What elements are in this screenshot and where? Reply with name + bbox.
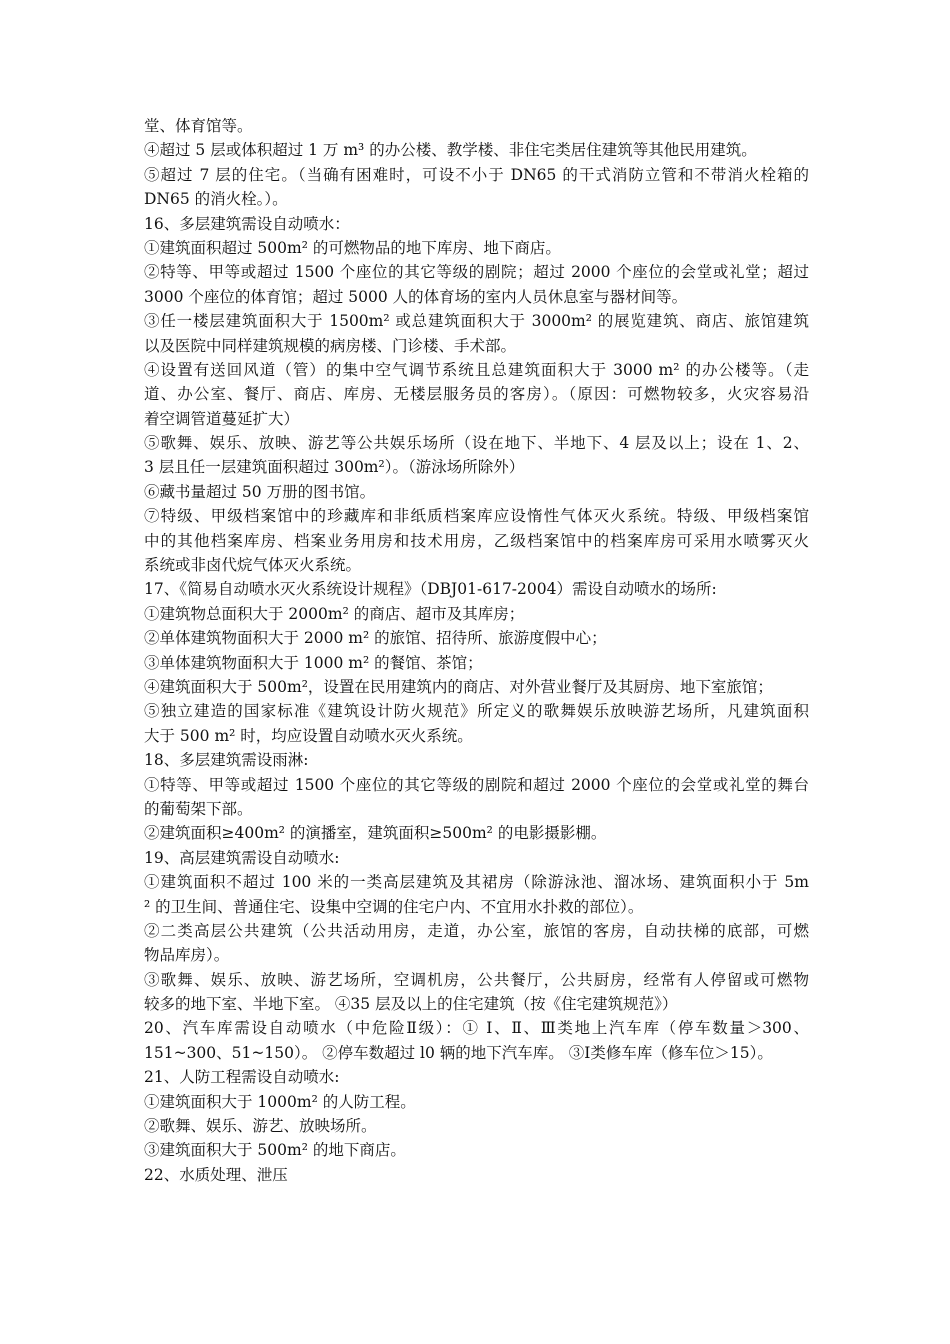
text-line: 16、多层建筑需设自动喷水： bbox=[144, 214, 350, 233]
text-line: ⑦特级、甲级档案馆中的珍藏库和非纸质档案库应设惰性气体灭火系统。特级、甲级档案馆 bbox=[144, 507, 809, 526]
text-line: 的葡萄架下部。 bbox=[144, 799, 253, 818]
text-line: ④建筑面积大于 500m²，设置在民用建筑内的商店、对外营业餐厅及其厨房、地下室旅馆； bbox=[144, 677, 773, 696]
text-line: ②歌舞、娱乐、游艺、放映场所。 bbox=[144, 1117, 377, 1136]
text-line: 22、水质处理、泄压 bbox=[144, 1165, 288, 1184]
text-line: 大于 500 m² 时，均应设置自动喷水灭火系统。 bbox=[144, 726, 473, 745]
text-line: 3000 个座位的体育馆；超过 5000 人的体育场的室内人员休息室与器材间等。 bbox=[144, 287, 688, 306]
text-line: ⑤独立建造的国家标准《建筑设计防火规范》所定义的歌舞娱乐放映游艺场所，凡建筑面积 bbox=[144, 702, 809, 721]
text-line: 着空调管道蔓延扩大） bbox=[144, 409, 300, 428]
text-line: ②二类高层公共建筑（公共活动用房，走道，办公室，旅馆的客房，自动扶梯的底部，可燃 bbox=[144, 921, 809, 940]
text-line: ②建筑面积≥400m² 的演播室，建筑面积≥500m² 的电影摄影棚。 bbox=[144, 824, 607, 843]
document-body bbox=[144, 114, 809, 1187]
text-line: ①建筑面积大于 1000m² 的人防工程。 bbox=[144, 1092, 416, 1111]
text-line: ² 的卫生间、普通住宅、设集中空调的住宅户内、不宜用水扑救的部位）。 bbox=[144, 897, 644, 916]
text-line: 19、高层建筑需设自动喷水: bbox=[144, 848, 340, 867]
text-line: ⑤歌舞、娱乐、放映、游艺等公共娱乐场所（设在地下、半地下、4 层及以上；设在 1、2、 bbox=[144, 434, 809, 453]
text-line: 17、《简易自动喷水灭火系统设计规程》（DBJ01-617-2004）需设自动喷水的场所: bbox=[144, 580, 717, 599]
text-line: ①建筑物总面积大于 2000m² 的商店、超市及其库房； bbox=[144, 604, 525, 623]
text-line: ⑥藏书量超过 50 万册的图书馆。 bbox=[144, 482, 376, 501]
text-line: 系统或非卤代烷气体灭火系统。 bbox=[144, 556, 362, 575]
text-line: 151~300、51~150）。 ②停车数超过 l0 辆的地下汽车库。 ③Ⅰ类修车库（修车位＞15）。 bbox=[144, 1043, 773, 1062]
text-line: ①建筑面积超过 500m² 的可燃物品的地下库房、地下商店。 bbox=[144, 238, 561, 257]
text-line: 18、多层建筑需设雨淋: bbox=[144, 751, 309, 770]
text-line: 较多的地下室、半地下室。 ④35 层及以上的住宅建筑（按《住宅建筑规范》） bbox=[144, 995, 678, 1014]
text-line: 中的其他档案库房、档案业务用房和技术用房，乙级档案馆中的档案库房可采用水喷雾灭火 bbox=[144, 531, 809, 550]
text-line: ③单体建筑物面积大于 1000 m² 的餐馆、茶馆； bbox=[144, 653, 483, 672]
text-line: ②特等、甲等或超过 1500 个座位的其它等级的剧院；超过 2000 个座位的会堂或礼堂；超过 bbox=[144, 263, 809, 282]
text-line: 物品库房）。 bbox=[144, 946, 230, 965]
text-line: ①特等、甲等或超过 1500 个座位的其它等级的剧院和超过 2000 个座位的会堂或礼堂的舞台 bbox=[144, 775, 809, 794]
text-line: ⑤超过 7 层的住宅。（当确有困难时，可设不小于 DN65 的干式消防立管和不带消火栓箱的 bbox=[144, 165, 809, 184]
text-line: 堂、体育馆等。 bbox=[144, 117, 253, 135]
text-line: ④设置有送回风道（管）的集中空气调节系统且总建筑面积大于 3000 m² 的办公楼等。（走 bbox=[144, 360, 809, 379]
text-line: 21、人防工程需设自动喷水: bbox=[144, 1068, 340, 1087]
text-line: 以及医院中同样建筑规模的病房楼、门诊楼、手术部。 bbox=[144, 336, 517, 355]
text-line: 3 层且任一层建筑面积超过 300m²）。（游泳场所除外） bbox=[144, 458, 525, 477]
text-line: ②单体建筑物面积大于 2000 m² 的旅馆、招待所、旅游度假中心； bbox=[144, 629, 607, 648]
text-line: DN65 的消火栓。）。 bbox=[144, 190, 288, 209]
text-line: ③任一楼层建筑面积大于 1500m² 或总建筑面积大于 3000m² 的展览建筑、商店、旅馆建筑 bbox=[144, 312, 809, 331]
text-line: ①建筑面积不超过 100 米的一类高层建筑及其裙房（除游泳池、溜冰场、建筑面积小于 5m bbox=[144, 873, 809, 892]
text-line: ③建筑面积大于 500m² 的地下商店。 bbox=[144, 1141, 406, 1160]
text-line: 20、汽车库需设自动喷水（中危险Ⅱ级）：① Ⅰ、Ⅱ、Ⅲ类地上汽车库（停车数量＞300、 bbox=[144, 1019, 809, 1038]
text-line: ④超过 5 层或体积超过 1 万 m³ 的办公楼、教学楼、非住宅类居住建筑等其他民用建筑。 bbox=[144, 141, 757, 160]
text-line: ③歌舞、娱乐、放映、游艺场所，空调机房，公共餐厅，公共厨房，经常有人停留或可燃物 bbox=[144, 970, 809, 989]
text-line: 道、办公室、餐厅、商店、库房、无楼层服务员的客房）。（原因：可燃物较多，火灾容易沿 bbox=[144, 385, 809, 404]
